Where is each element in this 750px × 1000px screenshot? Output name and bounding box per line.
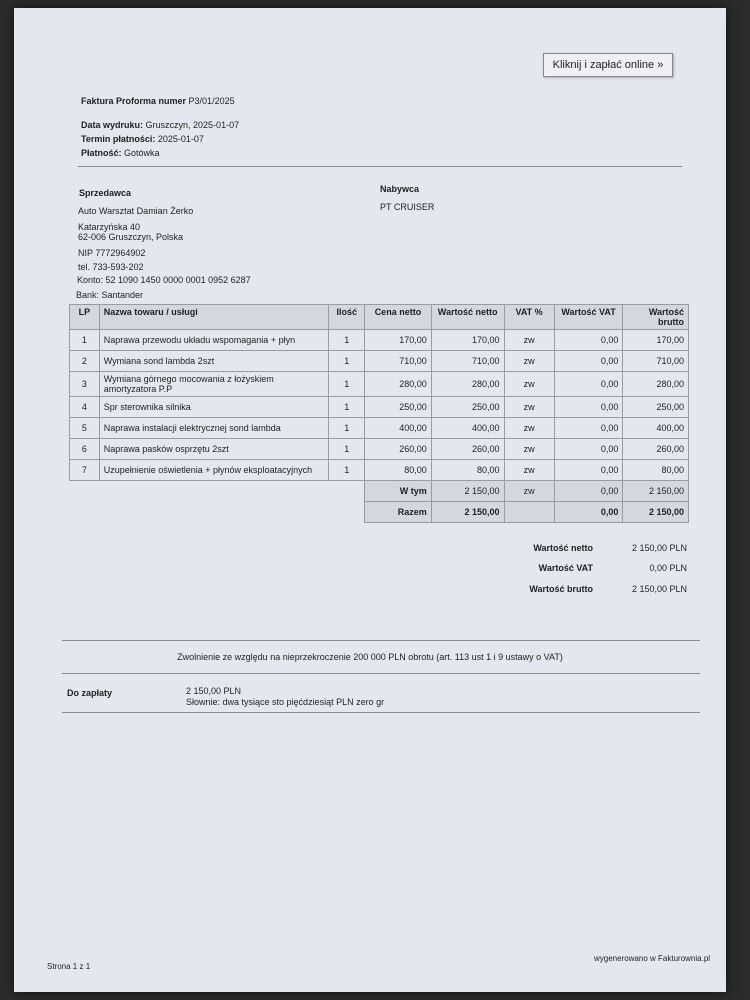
seller-bank: Bank: Santander (76, 290, 144, 300)
issue-date-label: Data wydruku: (81, 120, 144, 130)
exemption-top-divider (62, 640, 700, 641)
seller-phone: tel. 733-593-202 (78, 262, 144, 272)
row-net: 710,00 (431, 351, 504, 372)
row-vat-value: 0,00 (554, 372, 623, 397)
row-gross: 400,00 (623, 418, 689, 439)
table-row (70, 439, 689, 460)
buyer-name: PT CRUISER (380, 202, 435, 212)
col-price: Cena netto (365, 305, 432, 330)
row-name: Spr sterownika silnika (99, 397, 329, 418)
wtym-label: W tym (365, 481, 432, 502)
due-amount-words: Słownie: dwa tysiące sto pięćdziesiąt PLN zero gr (186, 697, 385, 707)
row-lp: 7 (70, 460, 100, 481)
exemption-bottom-divider (62, 673, 700, 674)
buyer-heading: Nabywca (380, 184, 420, 194)
issue-date-value: Gruszczyn, 2025-01-07 (145, 120, 240, 130)
payment-method (81, 148, 160, 158)
due-label: Do zapłaty (67, 688, 113, 698)
wtym-net: 2 150,00 (431, 481, 504, 502)
col-gross: Wartość brutto (623, 305, 689, 330)
wtym-vat-value: 0,00 (554, 481, 623, 502)
invoice-title-label: Faktura Proforma numer (81, 96, 187, 106)
row-vat: zw (504, 397, 554, 418)
row-qty: 1 (329, 330, 365, 351)
razem-label: Razem (365, 502, 432, 523)
row-vat: zw (504, 351, 554, 372)
col-name: Nazwa towaru / usługi (99, 305, 329, 330)
due-date (81, 134, 204, 144)
row-name: Uzupełnienie oświetlenia + płynów eksploatacyjnych (99, 460, 329, 481)
row-name: Naprawa instalacji elektrycznej sond lambda (99, 418, 329, 439)
table-row (70, 372, 689, 397)
row-vat-value: 0,00 (554, 397, 623, 418)
row-name: Naprawa pasków osprzętu 2szt (99, 439, 329, 460)
row-gross: 710,00 (623, 351, 689, 372)
row-gross: 280,00 (623, 372, 689, 397)
row-price: 280,00 (365, 372, 432, 397)
page-number: Strona 1 z 1 (47, 962, 91, 971)
table-row (70, 397, 689, 418)
row-net: 170,00 (431, 330, 504, 351)
row-vat: zw (504, 418, 554, 439)
generator-credit: wygenerowano w Fakturownia.pl (594, 954, 711, 963)
row-net: 260,00 (431, 439, 504, 460)
row-name: Naprawa przewodu układu wspomagania + płyn (99, 330, 329, 351)
payment-method-value: Gotówka (124, 148, 160, 158)
row-price: 260,00 (365, 439, 432, 460)
items-header-row (70, 305, 689, 330)
total-gross-value: 2 150,00 PLN (631, 584, 687, 594)
row-vat-value: 0,00 (554, 439, 623, 460)
row-price: 170,00 (365, 330, 432, 351)
row-name: Wymiana sond lambda 2szt (99, 351, 329, 372)
row-vat-value: 0,00 (554, 418, 623, 439)
razem-vat-value: 0,00 (554, 502, 623, 523)
invoice-number: P3/01/2025 (188, 96, 235, 106)
header-divider (78, 166, 682, 167)
total-net-value: 2 150,00 PLN (631, 543, 687, 553)
row-qty: 1 (329, 351, 365, 372)
row-net: 80,00 (431, 460, 504, 481)
due-amount: 2 150,00 PLN (186, 686, 242, 696)
table-row (70, 330, 689, 351)
total-net-label: Wartość netto (533, 543, 593, 553)
payment-method-label: Płatność: (81, 148, 122, 158)
table-row (70, 418, 689, 439)
row-lp: 1 (70, 330, 100, 351)
row-qty: 1 (329, 418, 365, 439)
row-vat-value: 0,00 (554, 330, 623, 351)
row-lp: 4 (70, 397, 100, 418)
row-lp: 2 (70, 351, 100, 372)
seller-street: Katarzyńska 40 (78, 222, 141, 232)
invoice-title (81, 96, 235, 106)
row-lp: 3 (70, 372, 100, 397)
row-lp: 5 (70, 418, 100, 439)
row-gross: 170,00 (623, 330, 689, 351)
invoice-page (14, 8, 726, 992)
vat-exemption-note: Zwolnienie ze względu na nieprzekroczenie 200 000 PLN obrotu (art. 113 ust 1 i 9 ustawy o VAT) (177, 652, 563, 662)
seller-nip: NIP 7772964902 (78, 248, 146, 258)
wtym-row (70, 481, 689, 502)
row-qty: 1 (329, 372, 365, 397)
seller-city: 62-006 Gruszczyn, Polska (78, 232, 184, 242)
razem-row (70, 502, 689, 523)
row-lp: 6 (70, 439, 100, 460)
row-price: 80,00 (365, 460, 432, 481)
row-price: 400,00 (365, 418, 432, 439)
row-vat-value: 0,00 (554, 351, 623, 372)
col-qty: Ilość (329, 305, 365, 330)
seller-name: Auto Warsztat Damian Żerko (78, 206, 194, 216)
row-net: 280,00 (431, 372, 504, 397)
row-qty: 1 (329, 397, 365, 418)
row-price: 710,00 (365, 351, 432, 372)
due-divider (62, 712, 700, 713)
row-net: 400,00 (431, 418, 504, 439)
due-date-label: Termin płatności: (81, 134, 156, 144)
col-net: Wartość netto (431, 305, 504, 330)
row-vat: zw (504, 372, 554, 397)
razem-gross: 2 150,00 (623, 502, 689, 523)
issue-date (81, 120, 239, 130)
seller-heading: Sprzedawca (79, 188, 132, 198)
seller-account: Konto: 52 1090 1450 0000 0001 0952 6287 (77, 275, 251, 285)
row-gross: 260,00 (623, 439, 689, 460)
row-price: 250,00 (365, 397, 432, 418)
table-row (70, 351, 689, 372)
row-qty: 1 (329, 460, 365, 481)
total-vat-label: Wartość VAT (538, 563, 593, 573)
row-vat: zw (504, 460, 554, 481)
col-lp: LP (70, 305, 100, 330)
due-date-value: 2025-01-07 (157, 134, 204, 144)
row-net: 250,00 (431, 397, 504, 418)
row-gross: 80,00 (623, 460, 689, 481)
row-vat: zw (504, 330, 554, 351)
wtym-gross: 2 150,00 (623, 481, 689, 502)
row-qty: 1 (329, 439, 365, 460)
total-vat-value: 0,00 PLN (649, 563, 687, 573)
items-table (69, 304, 689, 523)
col-vat-value: Wartość VAT (554, 305, 623, 330)
row-name: Wymiana górnego mocowania z łożyskiem amortyzatora P.P (99, 372, 329, 397)
row-gross: 250,00 (623, 397, 689, 418)
wtym-vat: zw (504, 481, 554, 502)
razem-net: 2 150,00 (431, 502, 504, 523)
total-gross-label: Wartość brutto (529, 584, 593, 594)
col-vat: VAT % (504, 305, 554, 330)
row-vat: zw (504, 439, 554, 460)
row-vat-value: 0,00 (554, 460, 623, 481)
table-row (70, 460, 689, 481)
pay-online-button[interactable]: Kliknij i zapłać online » (543, 53, 673, 77)
